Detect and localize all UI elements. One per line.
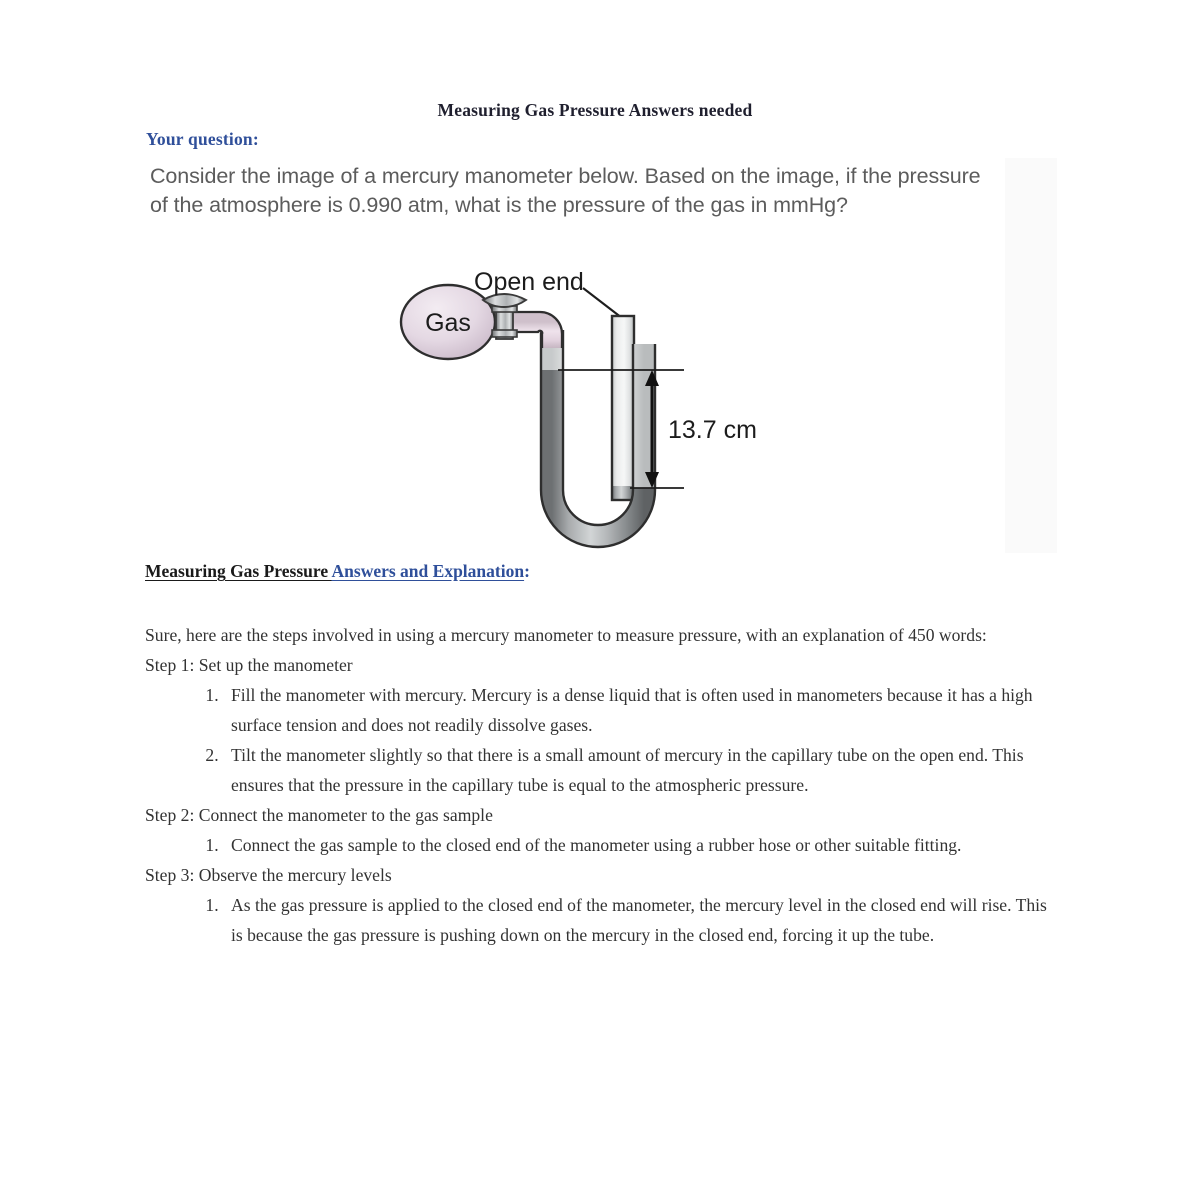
step-3-heading: Step 3: Observe the mercury levels — [145, 865, 392, 885]
heading-topic: Measuring Gas Pressure — [145, 561, 332, 581]
step-1-heading: Step 1: Set up the manometer — [145, 655, 353, 675]
height-label-text: 13.7 cm — [668, 416, 757, 444]
step-2-heading: Step 2: Connect the manometer to the gas sample — [145, 805, 493, 825]
panel-scroll-strip[interactable] — [1005, 158, 1057, 553]
list-item: 2. Tilt the manometer slightly so that there is a small amount of mercury in the capillary tube on the open end. This ensures that the pressure in the capillary tube is equal to the atmospheric pressure. — [223, 740, 1060, 800]
page-title: Measuring Gas Pressure Answers needed — [437, 100, 753, 120]
heading-colon: : — [524, 561, 530, 581]
answer-body — [145, 620, 1060, 950]
list-item: 1. Fill the manometer with mercury. Mercury is a dense liquid that is often used in manometers because it has a high surface tension and does not readily dissolve gases. — [223, 680, 1060, 740]
u-tube-body — [541, 330, 655, 547]
gas-label-text: Gas — [425, 309, 471, 337]
open-tube-right — [612, 316, 634, 500]
list-item: 1. As the gas pressure is applied to the closed end of the manometer, the mercury level in the closed end will rise. This is because the gas pressure is pushing down on the mercury in the closed end, forcing it up the tube. — [223, 890, 1060, 950]
step-1-list — [145, 680, 1060, 800]
your-question-label: Your question: — [146, 129, 259, 149]
question-text: Consider the image of a mercury manometer below. Based on the image, if the pressure of the atmosphere is 0.990 atm, what is the pressure of the gas in mmHg? — [150, 164, 981, 217]
heading-answers: Answers and Explanation — [331, 561, 525, 581]
open-end-label-text: Open end — [474, 268, 584, 296]
open-end-leader-line — [583, 288, 622, 318]
step-3-list — [145, 890, 1060, 950]
step-2-list — [145, 830, 1060, 860]
intro-paragraph: Sure, here are the steps involved in using a mercury manometer to measure pressure, with an explanation of 450 words: — [145, 625, 987, 645]
answer-section-heading — [145, 561, 530, 582]
mercury-manometer-figure — [390, 262, 790, 554]
list-item: 1. Connect the gas sample to the closed end of the manometer using a rubber hose or other suitable fitting. — [223, 830, 1060, 860]
